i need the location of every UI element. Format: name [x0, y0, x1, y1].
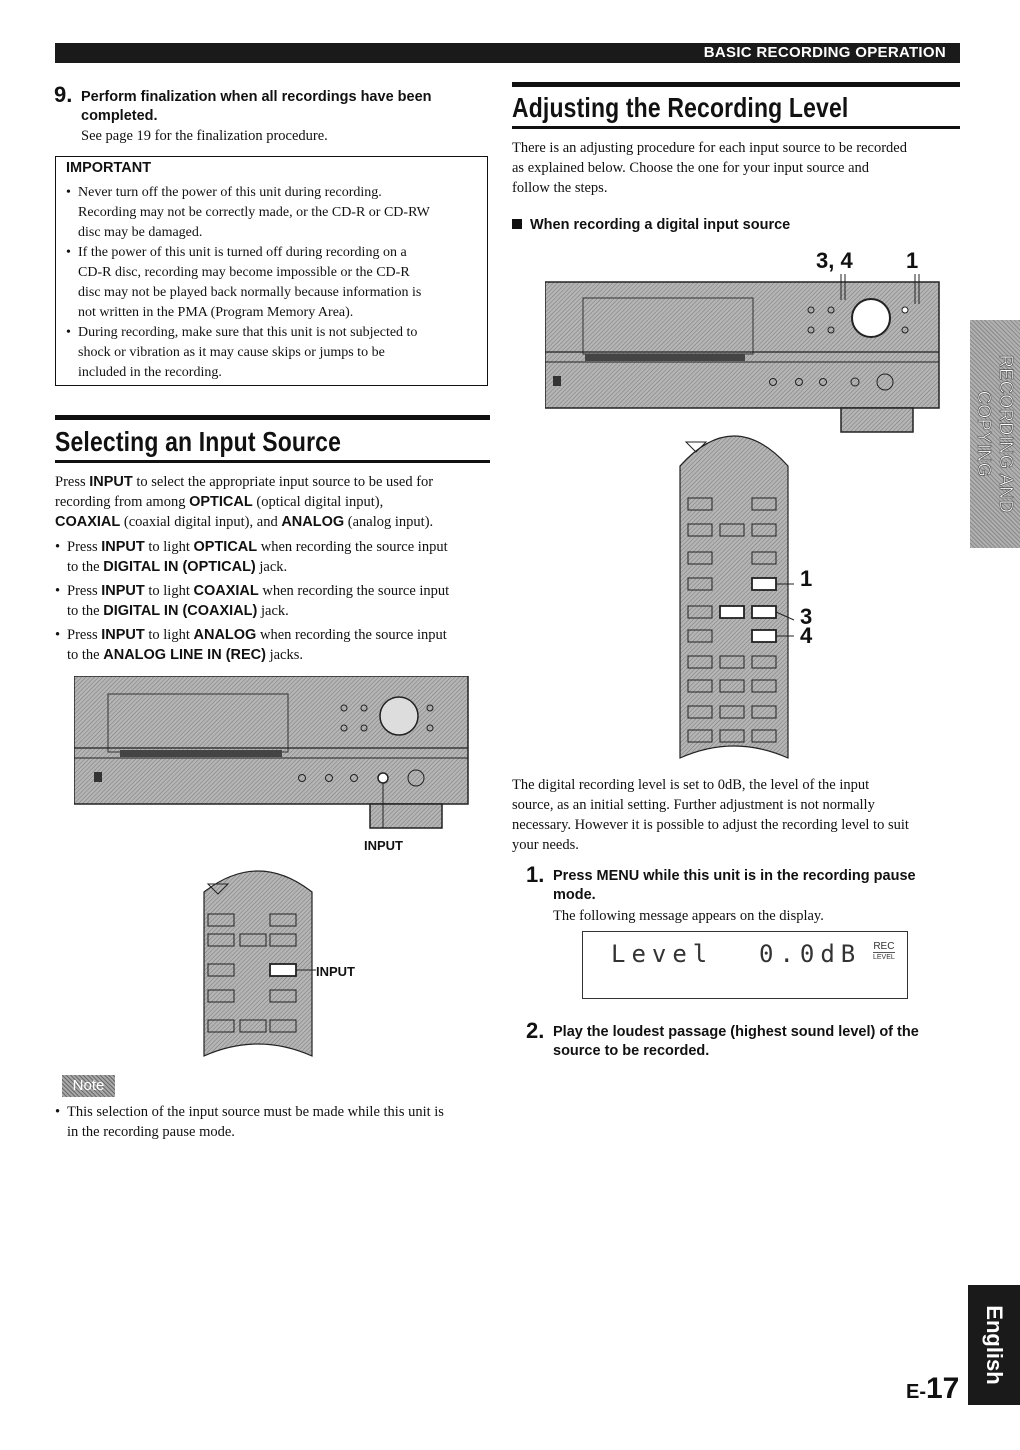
selecting-bullet: • Press INPUT to light COAXIAL when recording the source input to the DIGITAL IN (COAXIAL) jack.	[55, 581, 495, 621]
section-header-bar	[55, 43, 960, 63]
chapter-side-tab-label: RECORDING AND COPYING	[974, 354, 1016, 514]
remote-figure-input	[198, 862, 318, 1058]
remote-figure-menu	[676, 420, 796, 760]
language-tab-label: English	[982, 1305, 1007, 1385]
step-9-heading: Perform finalization when all recordings have been completed.	[81, 89, 432, 124]
selecting-bottom-rule	[55, 460, 490, 463]
important-list	[66, 183, 484, 383]
step-1-number: 1.	[526, 862, 545, 887]
page-number: E-17	[906, 1372, 960, 1405]
display-text-left: Level	[611, 940, 714, 968]
step-9-number: 9.	[54, 82, 73, 107]
important-item: • Never turn off the power of this unit during recording. Recording may not be correctly made, or the CD-R or CD-RW disc may be damaged.	[66, 183, 484, 243]
step-2-number: 2.	[526, 1018, 545, 1043]
step-1-text: The following message appears on the display.	[553, 908, 824, 924]
digital-source-subheading: When recording a digital input source	[512, 216, 790, 235]
unit-front-panel-figure-right	[545, 274, 941, 434]
adjusting-intro: There is an adjusting procedure for each input source to be recorded as explained below. Choose the one for your input source and follow the steps.	[512, 140, 907, 196]
square-bullet-icon	[512, 219, 522, 229]
unit-front-panel-figure	[74, 676, 470, 836]
language-tab	[968, 1285, 1020, 1405]
selecting-bullet: • Press INPUT to light ANALOG when recording the source input to the ANALOG LINE IN (REC) jacks.	[55, 625, 495, 665]
remote-callout-3: 3	[800, 604, 813, 629]
step-9-text: See page 19 for the finalization procedure.	[81, 128, 328, 144]
note-text: • This selection of the input source must be made while this unit is in the recording pause mode.	[55, 1102, 495, 1142]
selecting-bullet: • Press INPUT to light OPTICAL when recording the source input to the DIGITAL IN (OPTICAL) jack.	[55, 537, 495, 577]
selecting-intro: Press INPUT to select the appropriate input source to be used for recording from among OPTICAL (optical digital input), COAXIAL (coaxial digital input), and ANALOG (analog input).	[55, 474, 434, 530]
figure-callout-1: 1	[906, 248, 919, 273]
important-item: • During recording, make sure that this unit is not subjected to shock or vibration as it may cause skips or jumps to be included in the recording.	[66, 323, 484, 383]
remote-input-label: INPUT	[316, 964, 355, 979]
adjusting-paragraph: The digital recording level is set to 0dB, the level of the input source, as an initial setting. Further adjustment is not normally necessary. However it is possible to adjust the recording level to suit your needs.	[512, 777, 909, 853]
step-2-heading: Play the loudest passage (highest sound level) of the source to be recorded.	[553, 1024, 919, 1059]
adjusting-bottom-rule	[512, 126, 960, 129]
note-badge: Note	[62, 1075, 115, 1097]
selecting-bullets	[55, 537, 495, 665]
selecting-title: Selecting an Input Source	[55, 426, 342, 457]
display-text-right: 0.0dB	[759, 940, 862, 968]
rec-level-indicator: REC LEVEL	[873, 941, 895, 961]
remote-callout-1: 1	[800, 566, 813, 591]
chapter-side-tab	[970, 320, 1020, 548]
figure-callout-3-4: 3, 4	[816, 248, 853, 273]
important-title: IMPORTANT	[66, 160, 152, 176]
adjusting-title: Adjusting the Recording Level	[512, 92, 849, 123]
step-1-heading: Press MENU while this unit is in the recording pause mode.	[553, 868, 916, 903]
adjusting-top-rule	[512, 82, 960, 87]
section-header-title: BASIC RECORDING OPERATION	[703, 44, 946, 61]
display-panel	[582, 931, 908, 999]
important-item: • If the power of this unit is turned off during recording on a CD-R disc, recording may become impossible or the CD-R disc may not be played back normally because information is not written in the PMA (Program Memory Area).	[66, 243, 484, 323]
remote-callout-4: 4	[800, 623, 813, 648]
selecting-top-rule	[55, 415, 490, 420]
unit-input-label: INPUT	[364, 838, 403, 853]
